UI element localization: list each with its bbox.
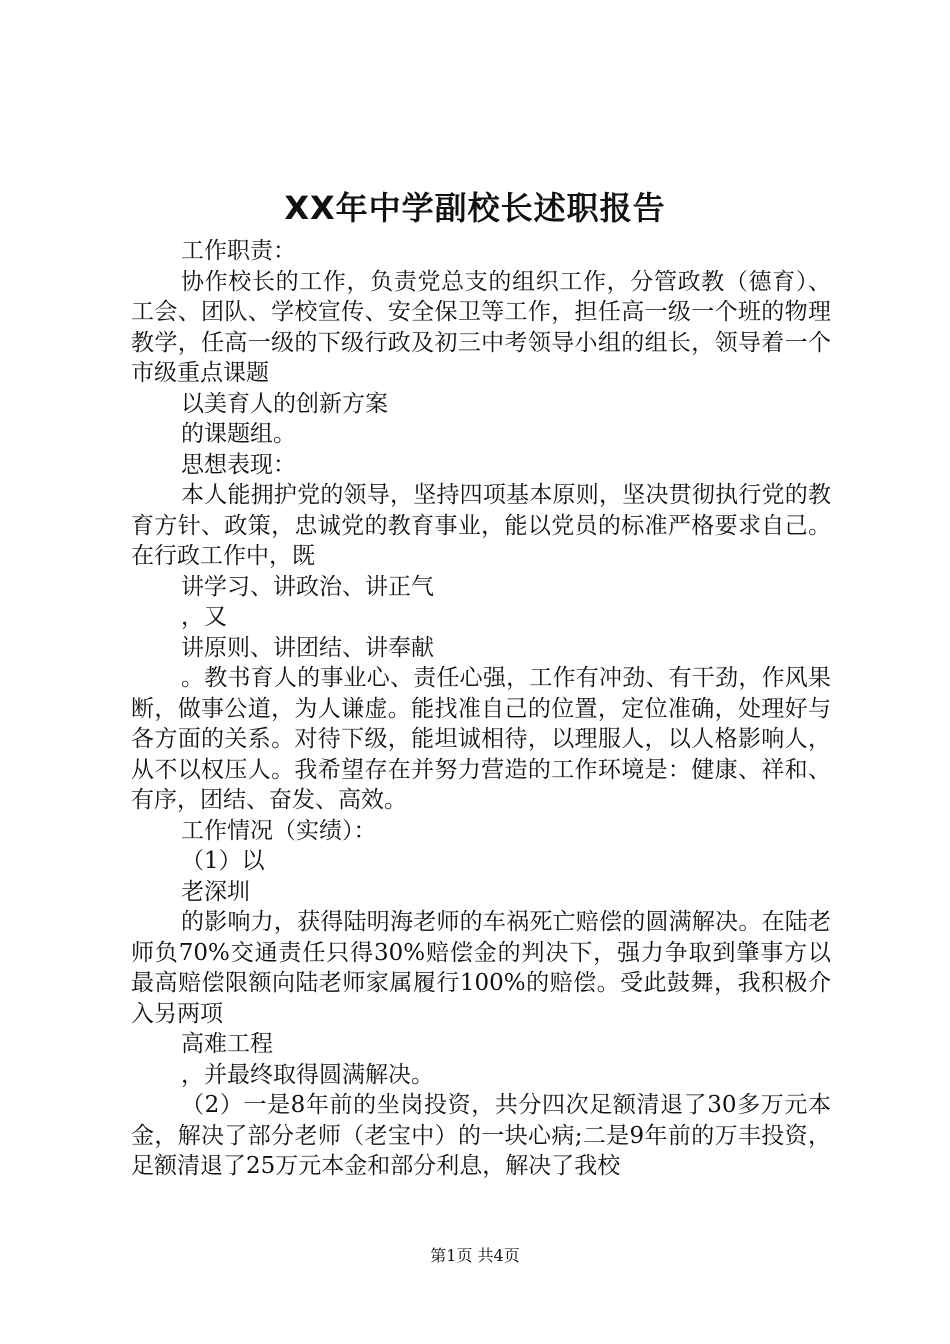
paragraph: 。教书育人的事业心、责任心强，工作有冲劲、有干劲，作风果断，做事公道，为人谦虚。能找准自己的位置，定位准确，处理好与各方面的关系。对待下级，能坦诚相待，以理服人，以人格影响人，从不以权压人。我希望存在并努力营造的工作环境是：健康、祥和、有序，团结、奋发、高效。 [131,665,831,813]
paragraph: 工作职责： [181,238,296,264]
page-number-footer: 第1页 共4页 [430,1246,520,1265]
paragraph: 以美育人的创新方案 [181,390,388,417]
paragraph: 工作情况（实绩）： [181,817,377,844]
paragraph: 协作校长的工作，负责党总支的组织工作，分管政教（德育）、工会、团队、学校宣传、安全保卫等工作，担任高一级一个班的物理教学，任高一级的下级行政及初三中考领导小组的组长，领导着一个市级重点课题 [131,268,831,386]
paragraph: ，并最终取得圆满解决。 [181,1061,434,1088]
paragraph: ，又 [181,604,227,630]
paragraph: （2）一是8年前的坐岗投资，共分四次足额清退了30多万元本金，解决了部分老师（老宝中）的一块心病;二是9年前的万丰投资，足额清退了25万元本金和部分利息，解决了我校 [131,1092,831,1179]
paragraph: （1）以 [181,848,265,874]
document-title: XX年中学副校长述职报告 [284,189,666,227]
document-body [131,236,831,1182]
paragraph: 老深圳 [181,878,250,905]
paragraph: 讲学习、讲政治、讲正气 [181,573,434,600]
paragraph: 讲原则、讲团结、讲奉献 [181,634,434,661]
paragraph: 的影响力，获得陆明海老师的车祸死亡赔偿的圆满解决。在陆老师负70%交通责任只得30%赔偿金的判决下，强力争取到肇事方以最高赔偿限额向陆老师家属履行100%的赔偿。受此鼓舞，我积极介入另两项 [131,909,831,1027]
paragraph: 高难工程 [181,1031,273,1057]
paragraph: 本人能拥护党的领导，坚持四项基本原则，坚决贯彻执行党的教育方针、政策，忠诚党的教育事业，能以党员的标准严格要求自己。在行政工作中，既 [131,482,831,569]
paragraph: 的课题组。 [181,421,296,447]
paragraph: 思想表现： [181,451,296,478]
